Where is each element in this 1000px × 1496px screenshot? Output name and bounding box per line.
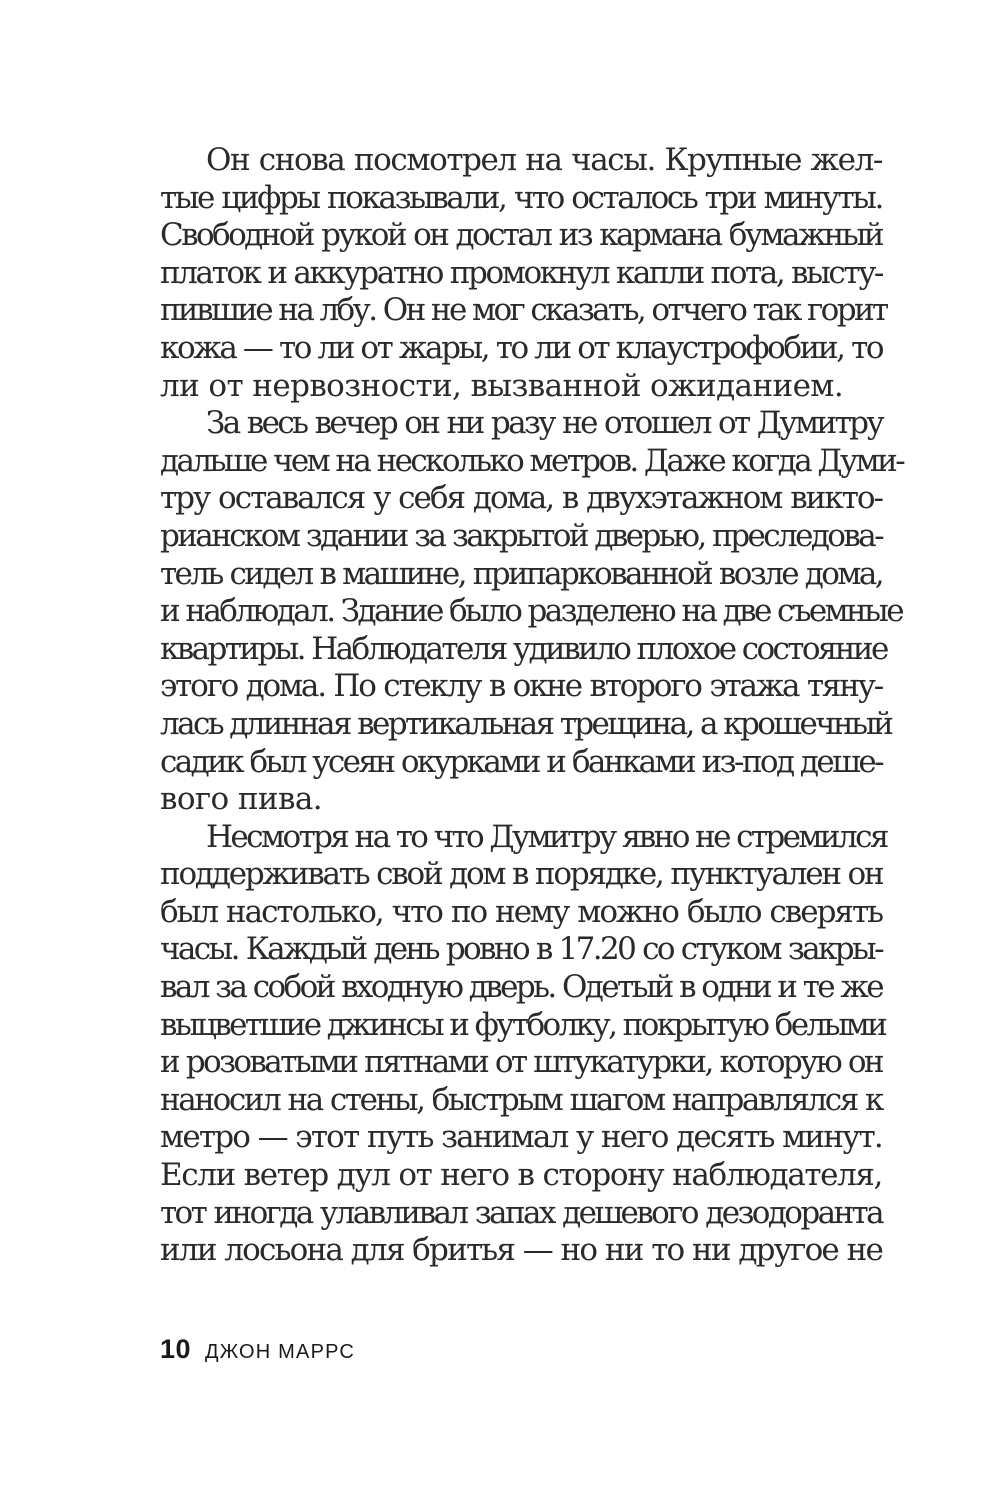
text-line: часы. Каждый день ровно в 17.20 со стуком закры-	[160, 931, 882, 968]
text-line: был настолько, что по нему можно было сверять	[160, 893, 882, 930]
text-line: платок и аккуратно промокнул капли пота, высту-	[160, 254, 882, 291]
text-line: поддерживать свой дом в порядке, пунктуален он	[160, 856, 883, 893]
text-line: вал за собой входную дверь. Одетый в одни и те же	[160, 969, 882, 1006]
text-line: дальше чем на несколько метров. Даже когда Думи-	[160, 442, 904, 479]
text-line: или лосьона для бритья — но ни то ни другое не	[160, 1232, 882, 1269]
text-line: и розоватыми пятнами от штукатурки, которую он	[160, 1044, 882, 1081]
text-line: метро — этот путь занимал у него десять минут.	[160, 1119, 882, 1156]
page-footer	[160, 1334, 355, 1365]
text-line: За весь вечер он ни разу не отошел от Думитру	[206, 405, 882, 442]
text-line: выцветшие джинсы и футболку, покрытую белыми	[160, 1006, 886, 1043]
text-line: садик был усеян окурками и банками из-под деше-	[160, 743, 882, 780]
page-number: 10	[160, 1334, 192, 1364]
text-line: наносил на стены, быстрым шагом направлялся к	[160, 1081, 882, 1118]
text-line: Несмотря на то что Думитру явно не стремился	[206, 818, 887, 855]
text-line: Он снова посмотрел на часы. Крупные жел-	[206, 142, 882, 178]
text-line: кожа — то ли от жары, то ли от клаустрофобии, то	[160, 329, 883, 366]
text-line: и наблюдал. Здание было разделено на две съемные	[160, 593, 902, 630]
text-line: вого пива.	[160, 781, 322, 818]
text-line: ли от нервозности, вызванной ожиданием.	[160, 367, 844, 404]
text-line: пившие на лбу. Он не мог сказать, отчего так горит	[160, 292, 887, 329]
text-line: лась длинная вертикальная трещина, а крошечный	[160, 705, 892, 742]
text-line: этого дома. По стеклу в окне второго этажа тяну-	[160, 668, 882, 705]
text-line: тот иногда улавливал запах дешевого дезодоранта	[160, 1194, 882, 1231]
text-line: Если ветер дул от него в сторону наблюдателя,	[160, 1157, 882, 1194]
text-line: тые цифры показывали, что осталось три минуты.	[160, 179, 882, 216]
text-line: тель сидел в машине, припаркованной возле дома,	[160, 555, 882, 592]
text-line: Свободной рукой он достал из кармана бумажный	[160, 217, 882, 254]
text-line: тру оставался у себя дома, в двухэтажном викто-	[160, 480, 882, 517]
text-line: рианском здании за закрытой дверью, преследова-	[160, 517, 882, 554]
body-text	[160, 142, 904, 1270]
running-head-author: ДЖОН МАРРС	[205, 1341, 356, 1363]
text-line: квартиры. Наблюдателя удивило плохое состояние	[160, 630, 887, 667]
